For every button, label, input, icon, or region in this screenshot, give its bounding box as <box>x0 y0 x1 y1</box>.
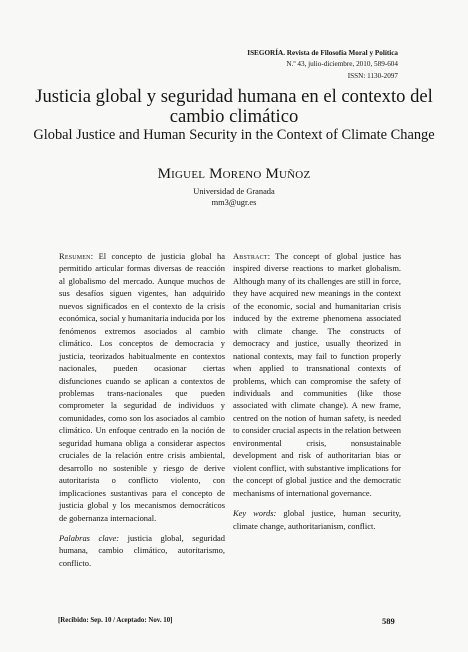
abstract-column <box>233 250 401 532</box>
author-affiliation-block <box>28 186 440 208</box>
author-email: mm3@ugr.es <box>211 198 257 207</box>
palabras-clave-label: Palabras clave: <box>59 532 120 543</box>
journal-header <box>238 48 398 82</box>
palabras-clave-text: justicia global, seguridad humana, cambio climático, autoritarismo, conflicto. <box>59 532 225 568</box>
received-accepted-dates: [Recibido: Sep. 10 / Aceptado: Nov. 10] <box>58 617 173 624</box>
resumen-paragraph <box>59 250 225 524</box>
title-english: Global Justice and Human Security in the Context of Climate Change <box>33 127 435 143</box>
issn: ISSN: 1130-2097 <box>347 71 398 80</box>
resumen-column <box>59 250 225 569</box>
key-words-text: global justice, human security, climate change, authoritarianism, conflict. <box>233 508 402 531</box>
journal-name: ISEGORÍA. Revista de Filosofía Moral y Política <box>247 49 398 57</box>
affiliation: Universidad de Granada <box>193 187 275 196</box>
palabras-clave <box>59 532 225 569</box>
author-name: Miguel Moreno Muñoz <box>157 166 311 182</box>
issue-info: N.º 43, julio-diciembre, 2010, 589-604 <box>286 60 398 69</box>
key-words <box>233 507 401 532</box>
key-words-label: Key words: <box>233 508 277 519</box>
resumen-text: El concepto de justicia global ha permitido articular formas diversas de reacción al globalismo del mercado. Aunque muchos de sus desafíos siguen vigentes, han adquirido nuevos significados en el contexto de la crisis económica, social y humanitaria inducida por los fenómenos extremos asociados al cambio climático. Los conceptos de democracia y justicia, teorizados habitualmente en contextos nacionales, pueden ocasionar ciertas disfunciones cuando se aplican a contextos de problemas trans-nacionales que pueden comprometer la seguridad de individuos y comunidades, como son los asociados al cambio climático. Un enfoque centrado en la noción de seguridad humana obliga a considerar aspectos cruciales de la relación entre crisis ambiental, desarrollo no sostenible y riesgo de derive autoritarista o conflicto violento, con implicaciones sustantivas para el concepto de justicia global y los mecanismos democráticos de gobernanza internacional. <box>59 251 225 523</box>
abstract-label: Abstract: <box>233 251 271 261</box>
page-number: 589 <box>382 616 395 626</box>
title-spanish: Justicia global y seguridad humana en el contexto del cambio climático <box>35 86 433 127</box>
resumen-label: Resumen: <box>59 251 94 261</box>
abstract-paragraph <box>233 250 401 499</box>
abstract-text: The concept of global justice has inspired diverse reactions to market globalism. Although many of its challenges are still in force, they have acquired new meanings in the context of the economic, social and humanitarian crisis induced by the extreme phenomena associated with climate change. The constructs of democracy and justice, usually theorized in national contexts, may fail to function properly when applied to transnational contexts of problems, which can compromise the safety of individuals and communities (like those associated with climate change). A new frame, centred on the notion of human safety, is needed to consider crucial aspects in the relation between environmental crisis, nonsustainable development and risk of authoritarian bias or violent conflict, with substantive implications for the concept of global justice and the democratic mechanisms of international governance. <box>233 251 401 498</box>
